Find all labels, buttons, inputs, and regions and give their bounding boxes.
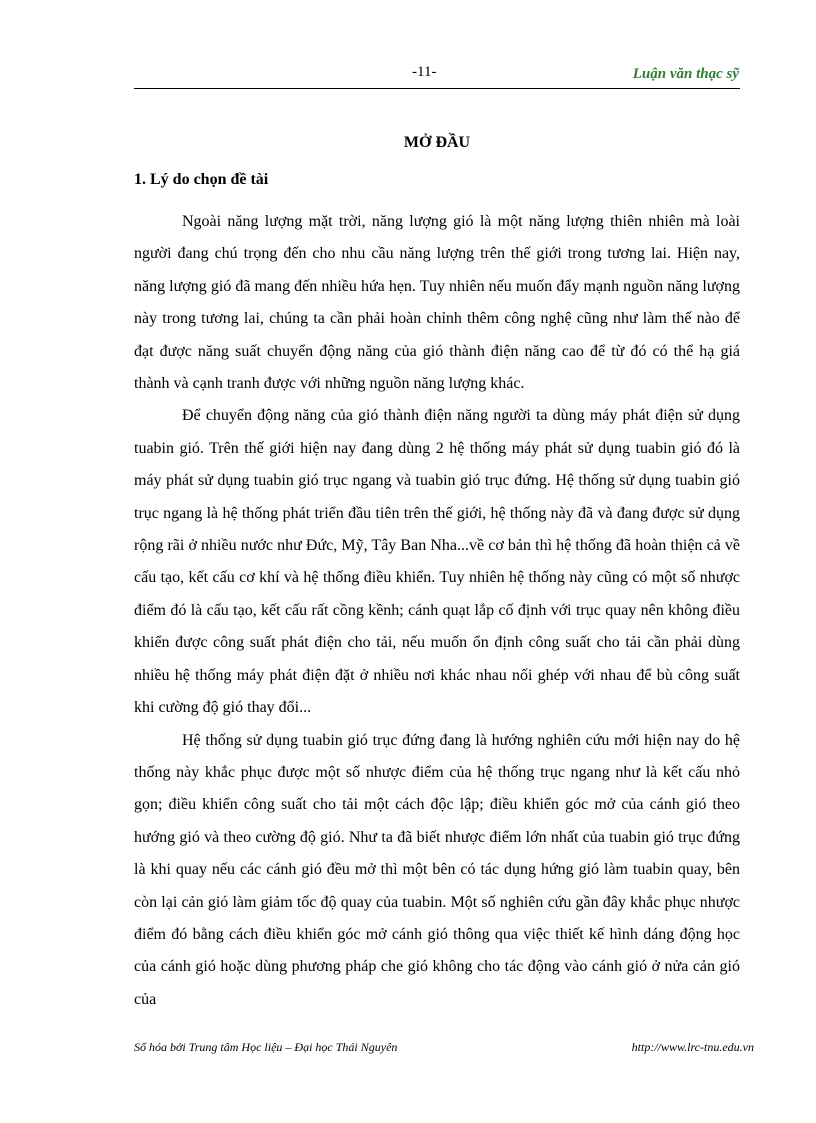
- section-heading: 1. Lý do chọn đề tài: [134, 171, 269, 188]
- chapter-heading: MỞ ĐẦU: [403, 134, 471, 151]
- paragraph-2: Để chuyển động năng của gió thành điện năng người ta dùng máy phát điện sử dụng tuabin gió. Trên thế giới hiện nay đang dùng 2 hệ thống máy phát sử dụng tuabin gió đó là máy phát sử dụng tuabin gió trục ngang và tuabin gió trục đứng. Hệ thống sử dụng tuabin gió trục ngang là hệ thống phát triển đầu tiên trên thế giới, hệ thống này đã và đang được sử dụng rộng rãi ở nhiều nước như Đức, Mỹ, Tây Ban Nha...về cơ bản thì hệ thống đã hoàn thiện cả về cấu tạo, kết cấu cơ khí và hệ thống điều khiển. Tuy nhiên hệ thống này cũng có một số nhược điểm đó là cấu tạo, kết cấu rất cồng kềnh; cánh quạt lắp cố định với trục quay nên không điều khiển được công suất phát điện cho tải, nếu muốn ổn định công suất cho tải cần phải dùng nhiều hệ thống máy phát điện đặt ở nhiều nơi khác nhau nối ghép với nhau để bù công suất khi cường độ gió thay đổi...: [134, 407, 740, 717]
- footer-url: http://www.lrc-tnu.edu.vn: [631, 1040, 754, 1054]
- body-text: [134, 206, 740, 1016]
- footer-source: Số hóa bởi Trung tâm Học liệu – Đại học Thái Nguyên: [134, 1040, 398, 1054]
- paragraph-1: Ngoài năng lượng mặt trời, năng lượng gió là một năng lượng thiên nhiên mà loài người đang chú trọng đến cho nhu cầu năng lượng trên thế giới trong tương lai. Hiện nay, năng lượng gió đã mang đến nhiều hứa hẹn. Tuy nhiên nếu muốn đẩy mạnh nguồn năng lượng này trong tương lai, chúng ta cần phải hoàn chỉnh thêm công nghệ cũng như làm thế nào để đạt được năng suất chuyển động năng của gió thành điện năng cao để từ đó có thể hạ giá thành và cạnh tranh được với những nguồn năng lượng khác.: [134, 213, 740, 393]
- paragraph-3: Hệ thống sử dụng tuabin gió trục đứng đang là hướng nghiên cứu mới hiện nay do hệ thống này khắc phục được một số nhược điểm của hệ thống trục ngang như là kết cấu nhỏ gọn; điều khiển công suất cho tải một cách độc lập; điều khiển góc mở của cánh gió theo hướng gió và theo cường độ gió. Như ta đã biết nhược điểm lớn nhất của tuabin gió trục đứng là khi quay nếu các cánh gió đều mở thì một bên có tác dụng hứng gió làm tuabin quay, bên còn lại cản gió làm giảm tốc độ quay của tuabin. Một số nghiên cứu gần đây khắc phục nhược điểm đó bằng cách điều khiển góc mở cánh gió thông qua việc thiết kế hình dáng động học của cánh gió hoặc dùng phương pháp che gió không cho tác động vào cánh gió ở nửa cản gió của: [134, 731, 740, 1008]
- running-title: Luận văn thạc sỹ: [632, 66, 739, 82]
- page-number: -11-: [412, 64, 437, 80]
- header-divider: [134, 88, 740, 89]
